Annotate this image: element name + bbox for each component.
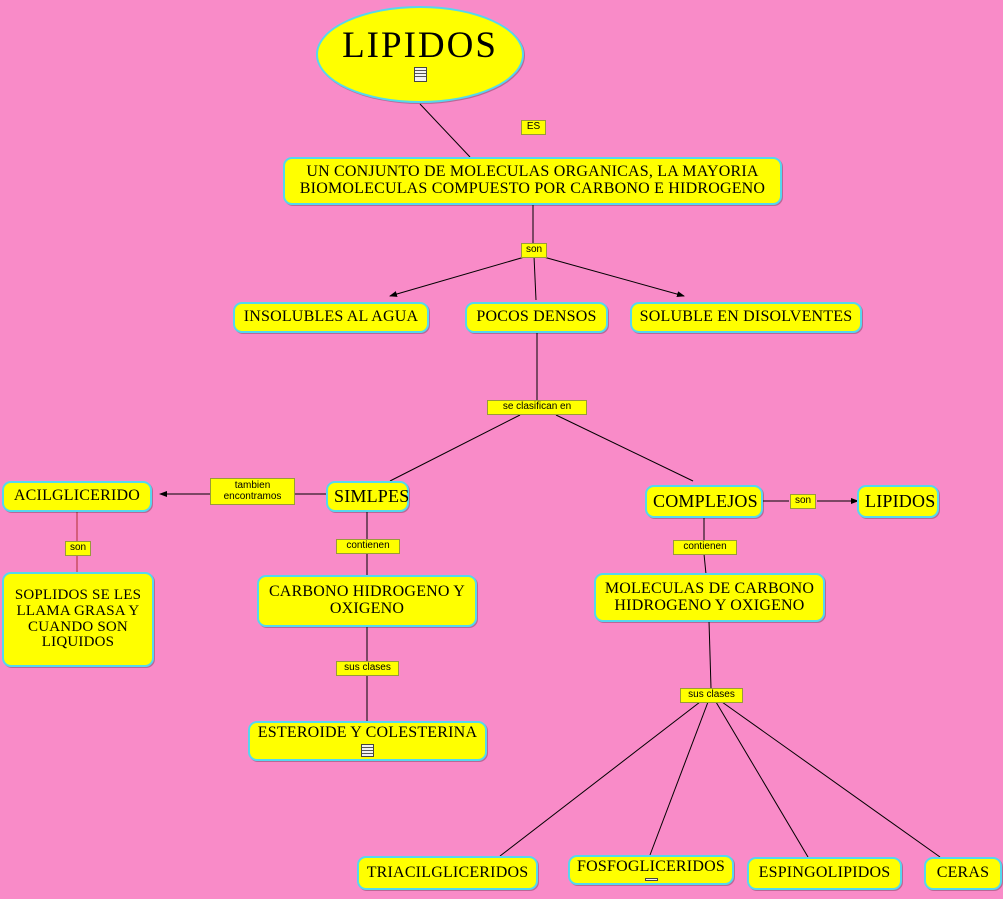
node-insolubles-al-agua[interactable] xyxy=(233,302,429,333)
node-simlpes-label: SIMLPES xyxy=(334,486,410,507)
document-icon[interactable] xyxy=(414,67,427,82)
node-espingolipidos[interactable] xyxy=(747,857,902,890)
link-label-contienen-simples: contienen xyxy=(336,539,400,554)
node-complejos-label: COMPLEJOS xyxy=(653,491,758,512)
node-ceras-label: CERAS xyxy=(936,864,990,882)
node-ceras[interactable] xyxy=(924,857,1002,890)
node-pocos-densos[interactable] xyxy=(465,302,608,333)
node-moleculas-carbono-hidrogeno-oxigeno[interactable] xyxy=(594,573,825,622)
link-label-tambien-encontramos: tambien encontramos xyxy=(210,478,295,505)
link-label-son-acilglicerido: son xyxy=(65,541,91,556)
node-fosfogliceridos[interactable] xyxy=(568,855,734,885)
node-acilglicerido[interactable] xyxy=(2,481,152,512)
node-carbono-hidrogeno-oxigeno[interactable] xyxy=(257,575,477,627)
node-lipidos-2[interactable] xyxy=(857,485,939,518)
node-insolubles-label: INSOLUBLES AL AGUA xyxy=(243,308,419,326)
node-carbono-label: CARBONO HIDROGENO Y OXIGENO xyxy=(268,583,466,617)
node-esteroide-label: ESTEROIDE Y COLESTERINA xyxy=(257,724,478,741)
link-label-es: ES xyxy=(521,120,546,135)
node-triacilgliceridos-label: TRIACILGLICERIDOS xyxy=(366,863,529,881)
node-definicion[interactable] xyxy=(283,157,782,205)
node-lipidos[interactable] xyxy=(316,6,524,103)
node-acilglicerido-label: ACILGLICERIDO xyxy=(13,487,141,505)
link-label-sus-clases-simples: sus clases xyxy=(336,661,399,676)
node-lipidos-label: LIPIDOS xyxy=(342,24,498,66)
document-icon[interactable] xyxy=(645,878,658,881)
node-fosfogliceridos-label: FOSFOGLICERIDOS xyxy=(577,858,725,875)
node-soluble-en-disolventes[interactable] xyxy=(630,302,862,333)
node-complejos[interactable] xyxy=(645,485,763,518)
node-lipidos-2-label: LIPIDOS xyxy=(865,491,936,512)
link-label-sus-clases-complejos: sus clases xyxy=(680,688,743,703)
node-espingolipidos-label: ESPINGOLIPIDOS xyxy=(758,864,891,882)
node-soluble-label: SOLUBLE EN DISOLVENTES xyxy=(639,308,853,326)
node-esteroide-colesterina[interactable] xyxy=(248,721,487,761)
node-definicion-label: UN CONJUNTO DE MOLECULAS ORGANICAS, LA MAYORIA BIOMOLECULAS COMPUESTO POR CARBONO E HIDROGENO xyxy=(299,163,766,197)
link-label-contienen-complejos: contienen xyxy=(673,540,737,555)
node-pocos-densos-label: POCOS DENSOS xyxy=(476,308,597,326)
node-moleculas-label: MOLECULAS DE CARBONO HIDROGENO Y OXIGENO xyxy=(604,579,815,614)
node-simlpes[interactable] xyxy=(326,481,409,512)
link-label-son-complejos: son xyxy=(790,494,816,509)
node-triacilgliceridos[interactable] xyxy=(357,856,538,890)
node-soplidos[interactable] xyxy=(2,572,154,667)
link-label-son-propiedades: son xyxy=(521,243,547,258)
link-label-se-clasifican-en: se clasifican en xyxy=(487,400,587,415)
node-soplidos-label: SOPLIDOS SE LES LLAMA GRASA Y CUANDO SON LIQUIDOS xyxy=(14,587,142,651)
document-icon[interactable] xyxy=(361,744,374,757)
